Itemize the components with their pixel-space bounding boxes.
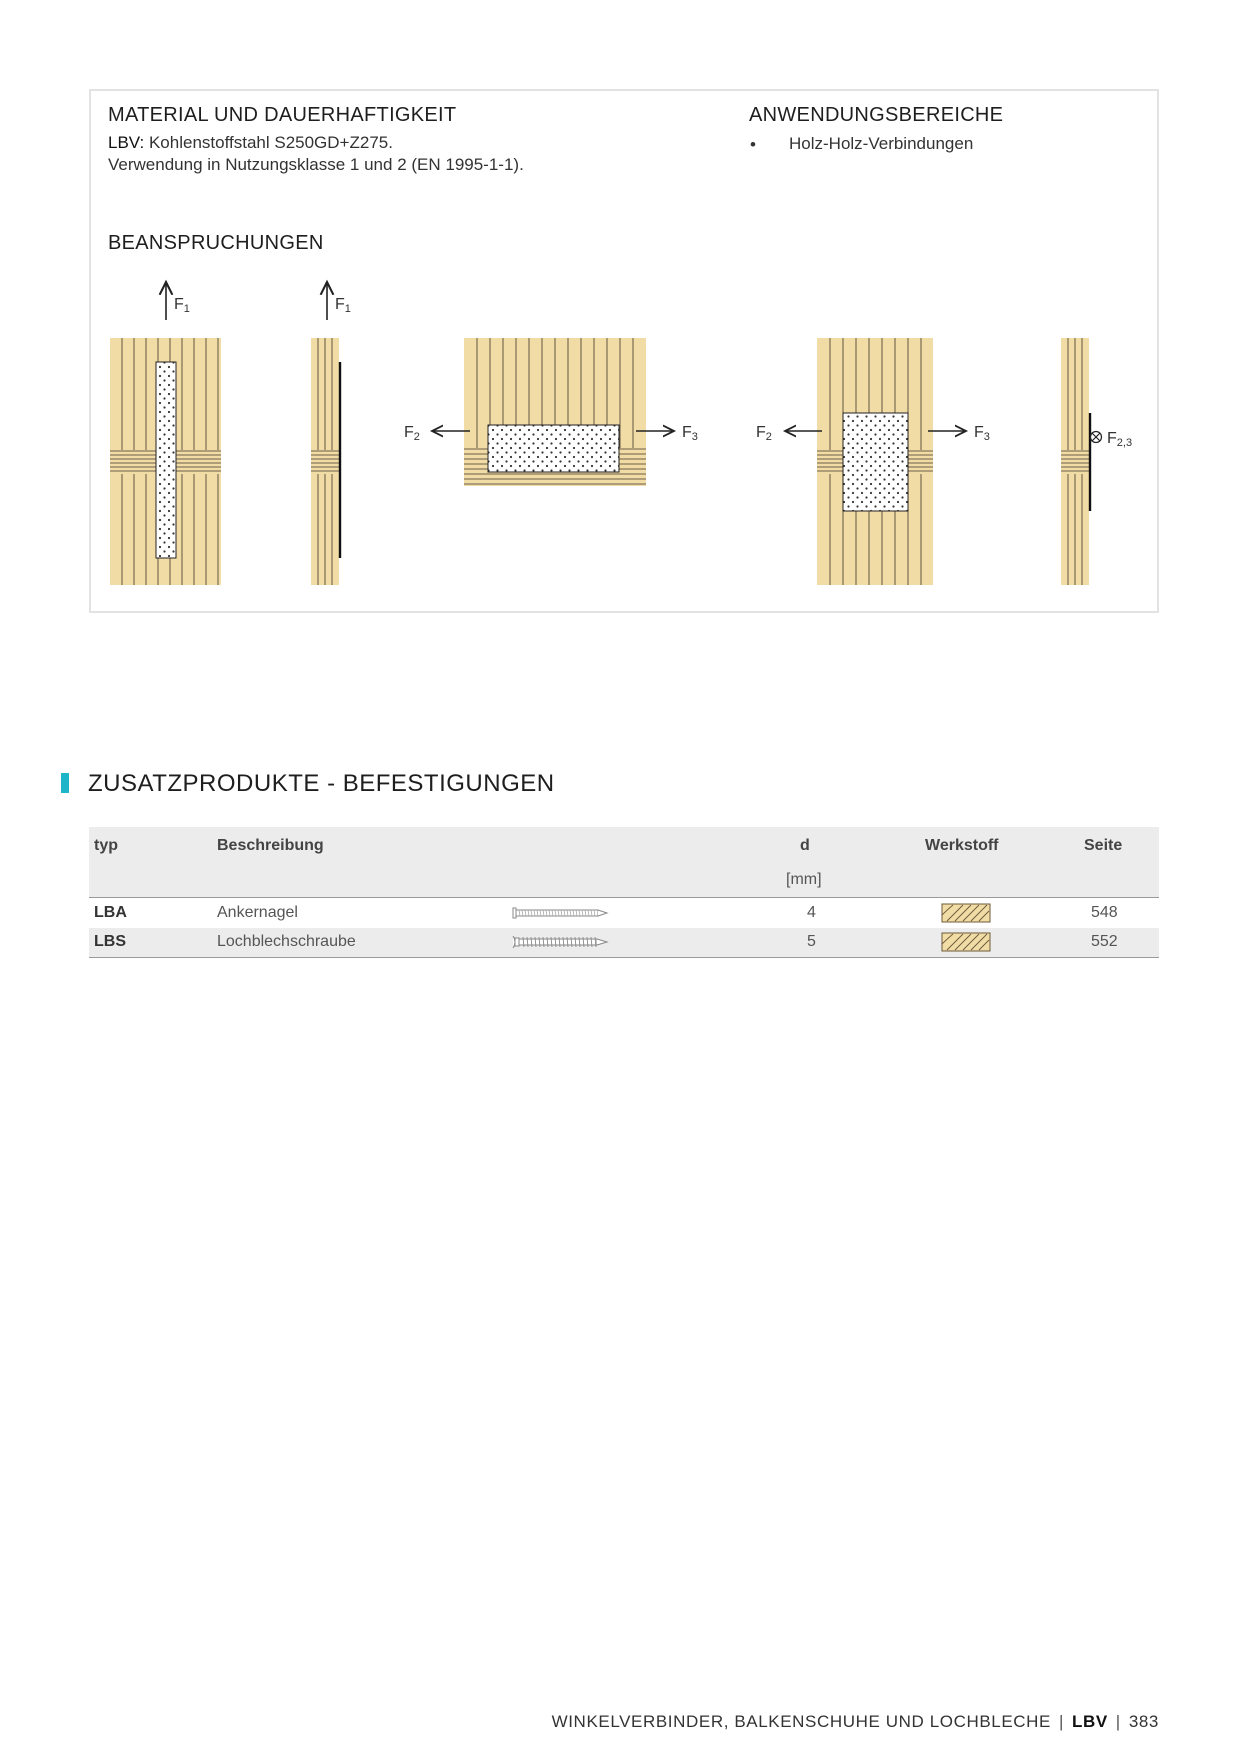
header-d-unit: [mm] [786,871,822,888]
f1-label-1: F1 [174,296,190,315]
diagram-f2-f3-horizontal [404,338,698,486]
bullet-icon: • [750,135,756,154]
f23-label: F2,3 [1107,430,1133,449]
footer-category: WINKELVERBINDER, BALKENSCHUHE UND LOCHBLECHE [551,1712,1051,1731]
force-into-plane-icon [1091,432,1102,443]
f3-label-1: F3 [682,424,698,443]
section-accent-bar [61,773,69,793]
application-item: Holz-Holz-Verbindungen [789,134,974,153]
application-title: ANWENDUNGSBEREICHE [749,104,1004,126]
wood-material-icon [941,932,991,952]
section-title: ZUSATZPRODUKTE - BEFESTIGUNGEN [88,770,555,797]
diagram-f1-front [110,282,221,585]
footer-code: LBV [1071,1712,1108,1731]
header-typ: typ [94,837,118,854]
load-diagrams [0,0,1240,620]
header-werkstoff: Werkstoff [925,837,999,854]
f3-label-2: F3 [974,424,990,443]
screw-icon [511,934,611,950]
table-row: LBS Lochblechschraube 5 552 [89,928,1159,958]
f1-label-2: F1 [335,296,351,315]
diagram-f2-f3-vertical [756,338,990,585]
wood-material-icon [941,903,991,923]
nail-icon [511,905,611,921]
f2-label-2: F2 [756,424,772,443]
diagram-f1-side [311,282,351,585]
loads-title: BEANSPRUCHUNGEN [108,232,324,254]
f2-label-1: F2 [404,424,420,443]
diagram-f23-side [1061,338,1132,585]
material-line2: Verwendung in Nutzungsklasse 1 und 2 (EN 1995-1-1). [108,155,524,174]
material-line1: LBV: Kohlenstoffstahl S250GD+Z275. [108,133,393,152]
header-d: d [800,837,810,854]
header-seite: Seite [1084,837,1123,854]
page-footer: WINKELVERBINDER, BALKENSCHUHE UND LOCHBLECHE | LBV | 383 [551,1712,1159,1731]
table-row: LBA Ankernagel 4 548 [94,904,1118,921]
material-title: MATERIAL UND DAUERHAFTIGKEIT [108,104,457,126]
page-number: 383 [1128,1712,1159,1731]
header-beschreibung: Beschreibung [217,837,324,854]
